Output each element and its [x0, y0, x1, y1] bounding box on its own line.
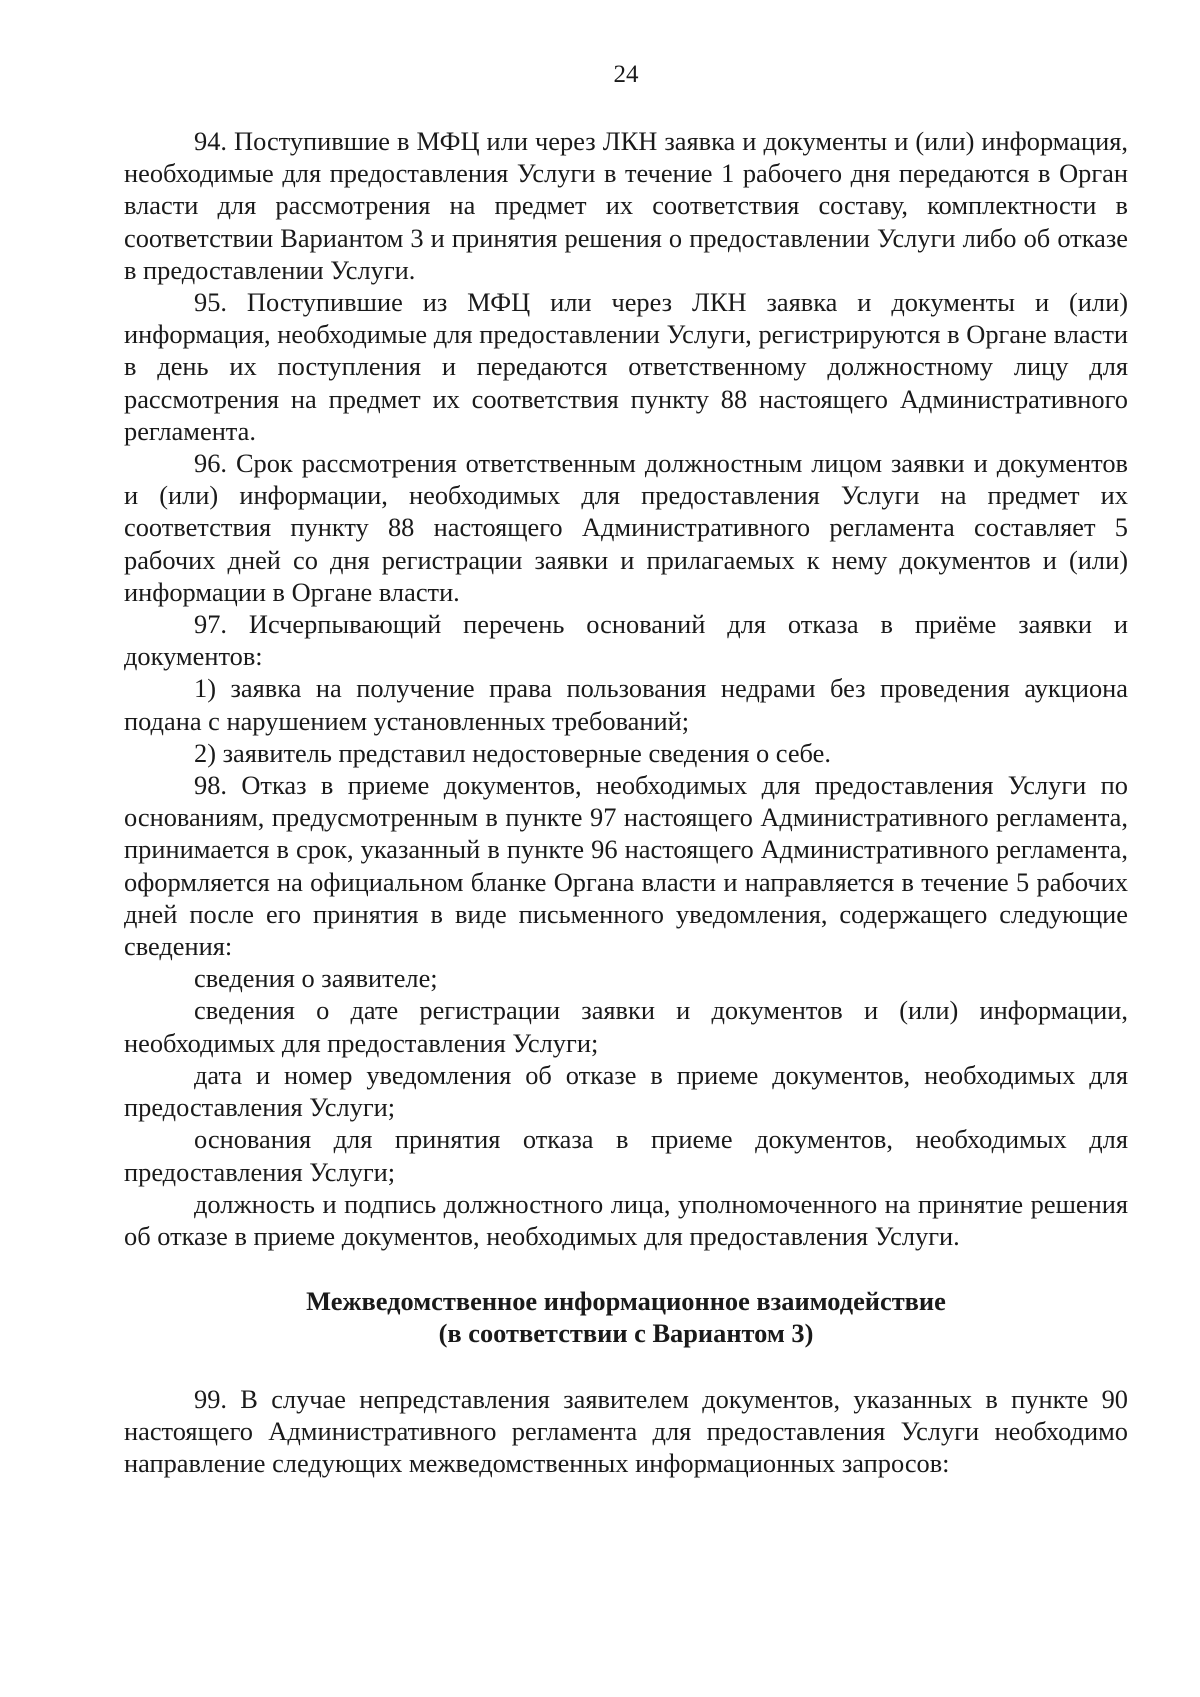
paragraph-95: 95. Поступившие из МФЦ или через ЛКН заявка и документы и (или) информация, необходимые для предоставлении Услуги, регистрируются в Органе власти в день их поступления и передаются ответственному должностному лицу для рассмотрения на предмет их соответствия пункту 88 настоящего Административного регламента. [124, 287, 1128, 446]
paragraph-99: 99. В случае непредставления заявителем документов, указанных в пункте 90 настоящего Административного регламента для предоставления Услуги необходимо направление следующих межведомственных информационных запросов: [124, 1383, 1128, 1478]
paragraph-96: 96. Срок рассмотрения ответственным должностным лицом заявки и документов и (или) информации, необходимых для предоставления Услуги на предмет их соответствия пункту 88 настоящего Административного регламента составляет 5 рабочих дней со дня регистрации заявки и прилагаемых к нему документов и (или) информации в Органе власти. [124, 448, 1128, 607]
paragraph-97: 97. Исчерпывающий перечень оснований для отказа в приёме заявки и документов: [124, 609, 1128, 672]
section-heading-line-2: (в соответствии с Вариантом 3) [438, 1318, 814, 1349]
list-item-98-5: должность и подпись должностного лица, уполномоченного на принятие решения об отказе в приеме документов, необходимых для предоставления Услуги. [124, 1188, 1128, 1251]
list-item-97-1: 1) заявка на получение права пользования недрами без проведения аукциона подана с нарушением установленных требований; [124, 673, 1128, 736]
list-item-98-3: дата и номер уведомления об отказе в приеме документов, необходимых для предоставления Услуги; [124, 1059, 1128, 1123]
paragraph-98: 98. Отказ в приеме документов, необходимых для предоставления Услуги по основаниям, предусмотренным в пункте 97 настоящего Административного регламента, принимается в срок, указанный в пункте 96 настоящего Административного регламента, оформляется на официальном бланке Органа власти и направляется в течение 5 рабочих дней после его принятия в виде письменного уведомления, содержащего следующие сведения: [124, 770, 1128, 962]
document-body [124, 125, 1128, 1479]
page-number: 24 [613, 61, 639, 88]
section-heading [124, 1285, 1128, 1349]
paragraph-94: 94. Поступившие в МФЦ или через ЛКН заявка и документы и (или) информация, необходимые для предоставления Услуги в течение 1 рабочего дня передаются в Орган власти для рассмотрения на предмет их соответствия составу, комплектности в соответствии Вариантом 3 и принятия решения о предоставлении Услуги либо об отказе в предоставлении Услуги. [124, 126, 1128, 285]
list-item-97-2: 2) заявитель представил недостоверные сведения о себе. [194, 737, 831, 768]
list-item-98-2: сведения о дате регистрации заявки и документов и (или) информации, необходимых для предоставления Услуги; [124, 995, 1128, 1058]
list-item-98-4: основания для принятия отказа в приеме документов, необходимых для предоставления Услуги; [124, 1124, 1128, 1187]
section-heading-line-1: Межведомственное информационное взаимодействие [306, 1286, 946, 1317]
list-item-98-1: сведения о заявителе; [194, 963, 438, 994]
